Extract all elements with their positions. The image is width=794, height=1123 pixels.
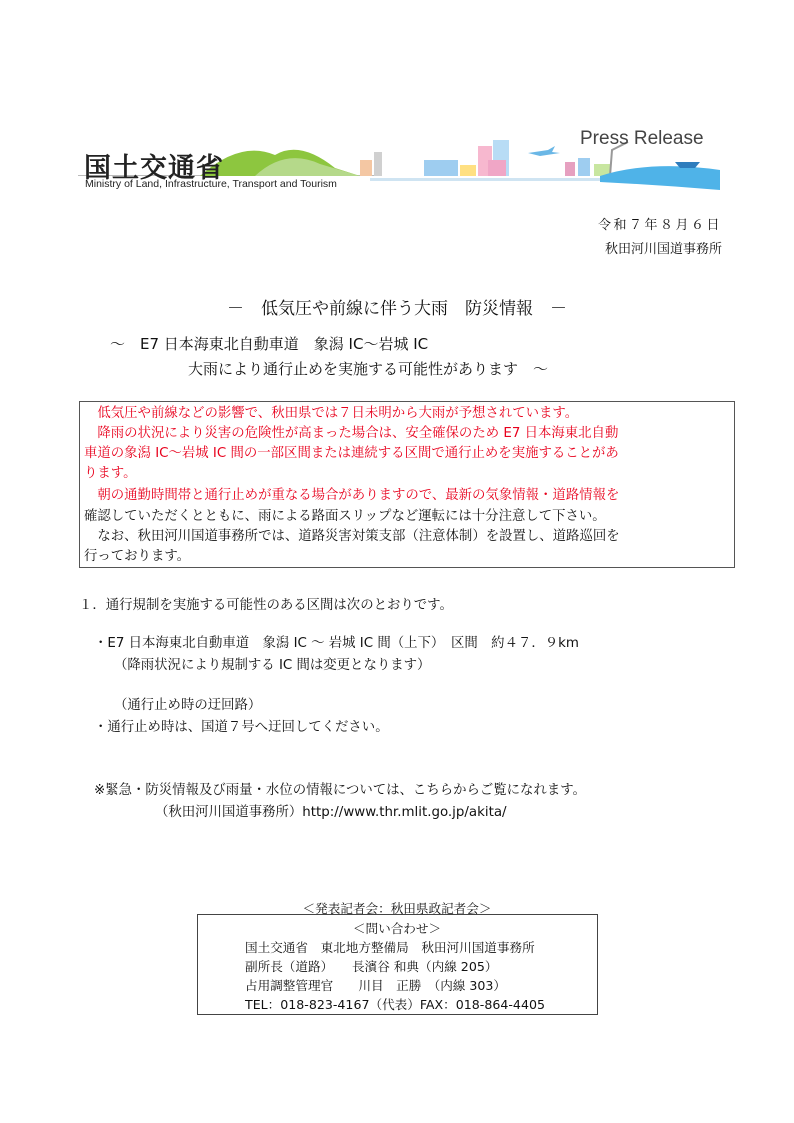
- section-heading: １．通行規制を実施する可能性のある区間は次のとおりです。: [79, 598, 453, 613]
- notice-line: ります。: [84, 466, 137, 481]
- detour-label: （通行止め時の迂回路）: [114, 698, 262, 713]
- contact-line: 国土交通省 東北地方整備局 秋田河川国道事務所: [245, 940, 535, 955]
- notice-line: 車道の象潟 IC～岩城 IC 間の一部区間または連続する区間で通行止めを実施することがあ: [84, 446, 619, 461]
- building-icon: [424, 160, 458, 176]
- press-release-label: Press Release: [580, 128, 704, 149]
- building-icon: [488, 160, 506, 176]
- ministry-name-en: Ministry of Land, Infrastructure, Transport and Tourism: [85, 178, 337, 190]
- restricted-section: ・E7 日本海東北自動車道 象潟 IC ～ 岩城 IC 間（上下） 区間 約４７．９km: [94, 636, 579, 651]
- restricted-section-note: （降雨状況により規制する IC 間は変更となります）: [114, 658, 431, 673]
- release-date: 令和７年８月６日: [597, 218, 722, 233]
- notice-line: 低気圧や前線などの影響で、秋田県では７日未明から大雨が予想されています。: [84, 406, 579, 421]
- notice-line: 確認していただくとともに、雨による路面スリップなど運転には十分注意して下さい。: [84, 509, 606, 524]
- notice-line: 朝の通勤時間帯と通行止めが重なる場合がありますので、最新の気象情報・道路情報を: [84, 488, 620, 503]
- airplane-icon: [528, 146, 560, 156]
- info-link[interactable]: （秋田河川国道事務所）http://www.thr.mlit.go.jp/akita/: [155, 805, 507, 820]
- building-icon: [360, 160, 372, 176]
- building-icon: [460, 165, 476, 176]
- detour-instruction: ・通行止め時は、国道７号へ迂回してください。: [94, 720, 389, 735]
- contact-line: TEL：018-823-4167（代表）FAX：018-864-4405: [245, 997, 545, 1012]
- notice-line: 降雨の状況により災害の危険性が高まった場合は、安全確保のため E7 日本海東北自動: [84, 426, 619, 441]
- subtitle-line-1: ～ E7 日本海東北自動車道 象潟 IC～岩城 IC: [110, 335, 429, 353]
- subtitle-line-2: 大雨により通行止めを実施する可能性があります ～: [188, 360, 549, 378]
- ministry-name-jp: 国土交通省: [84, 153, 224, 184]
- building-icon: [578, 158, 590, 176]
- press-club-label: ＜発表記者会：秋田県政記者会＞: [302, 901, 492, 916]
- main-title: － 低気圧や前線に伴う大雨 防災情報 －: [227, 299, 567, 319]
- sea-icon: [600, 166, 720, 190]
- contact-line: 占用調整管理官 川目 正勝 （内線 303）: [245, 978, 507, 993]
- building-icon: [374, 152, 382, 176]
- contact-title: ＜問い合わせ＞: [352, 921, 442, 936]
- notice-line: なお、秋田河川国道事務所では、道路災害対策支部（注意体制）を設置し、道路巡回を: [84, 529, 620, 544]
- issuing-office: 秋田河川国道事務所: [604, 242, 722, 257]
- notice-line: 行っております。: [84, 549, 191, 564]
- contact-line: 副所長（道路） 長濱谷 和典（内線 205）: [245, 959, 498, 974]
- building-icon: [565, 162, 575, 176]
- info-note: ※緊急・防災情報及び雨量・水位の情報については、こちらからご覧になれます。: [94, 783, 586, 798]
